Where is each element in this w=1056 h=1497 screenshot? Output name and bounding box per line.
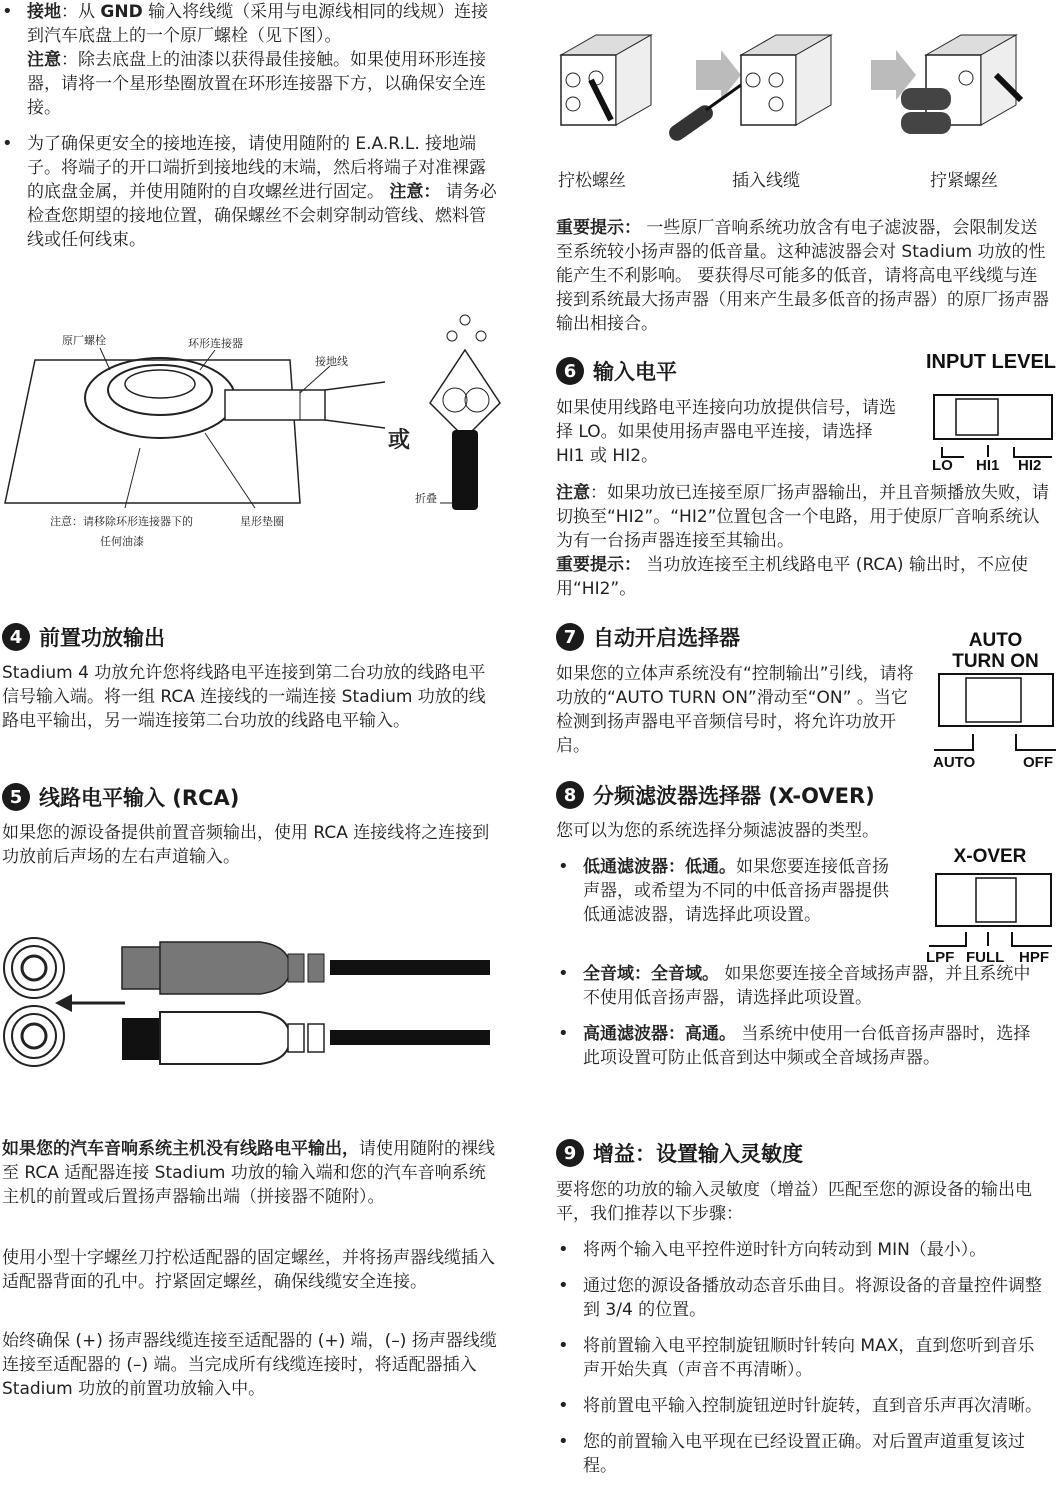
section-6-body: 如果使用线路电平连接向功放提供信号，请选择 LO。如果使用扬声器电平连接，请选择 HI1 或 HI2。 (556, 398, 896, 466)
ground-lead: 接地 (27, 2, 61, 22)
xover-lpf-item (556, 855, 901, 927)
step-2-label: 插入线缆 (732, 171, 800, 191)
section-5-body: 如果您的源设备提供前置音频输出，使用 RCA 连接线将之连接到功放前后声场的左右声道输入。 (2, 823, 490, 867)
section-8 (556, 780, 1056, 843)
adapter-steps-art (556, 0, 1056, 160)
no-line-output-paragraph (2, 1137, 497, 1209)
section-7-heading (556, 622, 916, 652)
auto-turn-on-auto: AUTO (933, 754, 976, 771)
section-7-title: 自动开启选择器 (593, 626, 740, 650)
adapter-steps-illustration (556, 0, 1056, 190)
gain-step-2: • 通过您的源设备播放动态音乐曲目。将源设备的音量控件调整到 3/4 的位置。 (556, 1274, 1051, 1322)
section-6-important-lead: 重要提示： (556, 555, 641, 575)
earl-note: 请务必检查您期望的接地位置，确保螺丝不会刺穿制动管线、燃料管线或任何线束。 (27, 182, 497, 250)
important-text: 一些原厂音响系统功放含有电子滤波器，会限制发送至系统较小扬声器的低音量。这种滤波器会对 Stadium 功放的性能产生不利影响。 要获得尽可能多的低音，请将高电平线缆与连接到系统最大扬声器（用来产生最多低音的扬声器）的原厂扬声器输出相接合。 (556, 218, 1049, 334)
xover-hpf-item (556, 1022, 1046, 1070)
important-filter-note (556, 216, 1054, 336)
earl-bullet (0, 132, 500, 252)
polarity-paragraph: 始终确保 (+) 扬声器线缆连接至适配器的 (+) 端，(–) 扬声器线缆连接至适配器的 (–) 端。当完成所有线缆连接时，将适配器插入 Stadium 功放的前置功放输入中。 (2, 1331, 497, 1399)
no-line-output-lead: 如果您的汽车音响系统主机没有线路电平输出， (2, 1139, 359, 1159)
input-level-hi1: HI1 (976, 457, 1000, 474)
section-6-important (556, 553, 1054, 601)
section-4 (2, 622, 497, 733)
xover-lpf-text: 如果您要连接低音扬声器，或希望为不同的中低音扬声器提供低通滤波器，请选择此项设置。 (583, 857, 889, 925)
xover-list-2 (556, 962, 1046, 1070)
xover-lpf: LPF (926, 949, 955, 966)
xover-full: FULL (966, 949, 1005, 966)
section-8-intro: 您可以为您的系统选择分频滤波器的类型。 (556, 821, 879, 841)
section-7-body: 如果您的立体声系统没有“控制输出”引线，请将功放的“AUTO TURN ON”滑动至“ON” 。当它检测到扬声器电平音频信号时，将允许功放开启。 (556, 664, 914, 756)
xover-hpf: HPF (1019, 949, 1049, 966)
ground-text-2: 输入将线缆（采用与电源线相同的线规）连接到汽车底盘上的一个原厂螺栓（见下图）。 (27, 2, 489, 46)
gain-steps (556, 1238, 1051, 1478)
xover-full-lead: 全音域：全音域。 (583, 964, 719, 984)
input-level-lo: LO (932, 457, 953, 474)
no-line-output-text: 请使用随附的裸线至 RCA 适配器连接 Stadium 功放的输入端和您的汽车音响系统主机的前置或后置扬声器输出端（拼接器不随附）。 (2, 1139, 495, 1207)
earl-note-lead: 注意： (389, 182, 441, 202)
ground-diagram (0, 308, 510, 558)
xover-hpf-text: 当系统中使用一台低音扬声器时，选择此项设置可防止低音到达中频或全音域扬声器。 (583, 1024, 1031, 1068)
section-9-intro: 要将您的功放的输入灵敏度（增益）匹配至您的源设备的输出电平，我们推荐以下步骤： (556, 1180, 1032, 1224)
section-6-title: 输入电平 (593, 360, 677, 384)
auto-turn-on-title (933, 630, 1056, 672)
ground-note-lead: 注意 (27, 50, 61, 70)
section-9-number: 9 (556, 1139, 584, 1167)
section-7-number: 7 (556, 623, 584, 651)
section-4-body: Stadium 4 功放允许您将线路电平连接到第二台功放的线路电平信号输入端。将一组 RCA 连接线的一端连接 Stadium 功放的线路电平输出，另一端连接第二台功放的线路电平输入。 (2, 663, 486, 731)
xover-title: X-OVER (953, 846, 1027, 867)
ground-bullet-1 (0, 0, 500, 120)
section-7 (556, 622, 916, 758)
section-4-number: 4 (2, 623, 30, 651)
section-6-note-lead: 注意 (556, 483, 590, 503)
section-8-number: 8 (556, 781, 584, 809)
step-1-label: 拧松螺丝 (558, 171, 626, 191)
input-level-switch[interactable] (914, 351, 1056, 476)
section-6-notes (556, 481, 1054, 601)
input-level-hi2: HI2 (1018, 457, 1042, 474)
section-9-heading (556, 1138, 1056, 1168)
earl-text: 为了确保更安全的接地连接，请使用随附的 E.A.R.L. 接地端子。将端子的开口端折到接地线的末端，然后将端子对准裸露的底盘金属，并使用随附的自攻螺丝进行固定。 (27, 134, 486, 202)
label-ring: 环形连接器 (188, 337, 243, 350)
section-6-heading (556, 356, 901, 386)
section-5-heading (2, 782, 497, 812)
auto-turn-on-switch[interactable] (931, 630, 1056, 775)
label-note-paint: 注意：请移除环形连接器下的 (50, 515, 193, 528)
section-5 (2, 782, 497, 869)
section-8-title: 分频滤波器选择器 (X-OVER) (593, 784, 875, 808)
xover-hpf-lead: 高通滤波器：高通。 (583, 1024, 736, 1044)
auto-turn-on-title-1: AUTO (968, 630, 1023, 651)
label-wire: 接地线 (315, 355, 348, 368)
step-2-art (666, 35, 831, 144)
section-4-title: 前置功放输出 (39, 626, 165, 650)
section-4-heading (2, 622, 497, 652)
gain-step-3: • 将前置输入电平控制旋钮顺时针转向 MAX，直到您听到音乐声开始失真（声音不再清晰）。 (556, 1334, 1051, 1382)
important-lead: 重要提示： (556, 218, 641, 238)
label-star-washer: 星形垫圈 (240, 515, 284, 528)
label-fold: 折叠 (415, 492, 437, 505)
auto-turn-on-off: OFF (1023, 754, 1053, 771)
ground-text: ：从 (61, 2, 101, 22)
section-5-number: 5 (2, 783, 30, 811)
ground-note: ：除去底盘上的油漆以获得最佳接触。如果使用环形连接器，请将一个星形垫圈放置在环形连接器下方，以确保安全连接。 (27, 50, 486, 118)
xover-switch[interactable] (924, 846, 1056, 971)
section-6-important-text: 当功放连接至主机线路电平 (RCA) 输出时，不应使用“HI2”。 (556, 555, 1028, 599)
xover-lpf-lead: 低通滤波器：低通。 (583, 857, 736, 877)
section-5-title: 线路电平输入 (RCA) (39, 786, 240, 810)
input-level-title: INPUT LEVEL (925, 351, 1056, 373)
screw-paragraph: 使用小型十字螺丝刀拧松适配器的固定螺丝，并将扬声器线缆插入适配器背面的孔中。拧紧固定螺丝，确保线缆安全连接。 (2, 1248, 495, 1292)
gain-step-5: • 您的前置输入电平现在已经设置正确。对后置声道重复该过程。 (556, 1430, 1051, 1478)
gain-step-4: • 将前置电平输入控制旋钮逆时针旋转，直到音乐声再次清晰。 (556, 1394, 1051, 1418)
ground-bullets (0, 0, 500, 252)
earl-terminal-art (430, 315, 500, 510)
step-3-label: 拧紧螺丝 (930, 171, 998, 191)
label-or: 或 (388, 428, 411, 453)
section-9 (556, 1138, 1056, 1478)
section-6 (556, 356, 901, 468)
xover-full-text: 如果您要连接全音域扬声器，并且系统中不使用低音扬声器，请选择此项设置。 (583, 964, 1031, 1008)
section-8-heading (556, 780, 1056, 810)
step-3-art (901, 35, 1021, 134)
label-note-paint-2: 任何油漆 (100, 535, 144, 548)
rca-diagram (0, 930, 500, 1070)
gnd-label: GND (100, 2, 143, 22)
auto-turn-on-title-2: TURN ON (952, 651, 1039, 672)
label-bolt: 原厂螺栓 (62, 334, 106, 347)
section-6-note (556, 481, 1054, 553)
section-9-title: 增益：设置输入灵敏度 (593, 1142, 803, 1166)
gain-step-1: • 将两个输入电平控件逆时针方向转动到 MIN（最小）。 (556, 1238, 1051, 1262)
step-1-art (561, 35, 651, 125)
section-6-number: 6 (556, 357, 584, 385)
rca-diagram-art (0, 930, 500, 1070)
xover-list (556, 855, 901, 927)
section-6-note-text: ：如果功放已连接至原厂扬声器输出，并且音频播放失败，请切换至“HI2”。“HI2”位置包含一个电路，用于使原厂音响系统认为有一台扬声器连接至其输出。 (556, 483, 1049, 551)
